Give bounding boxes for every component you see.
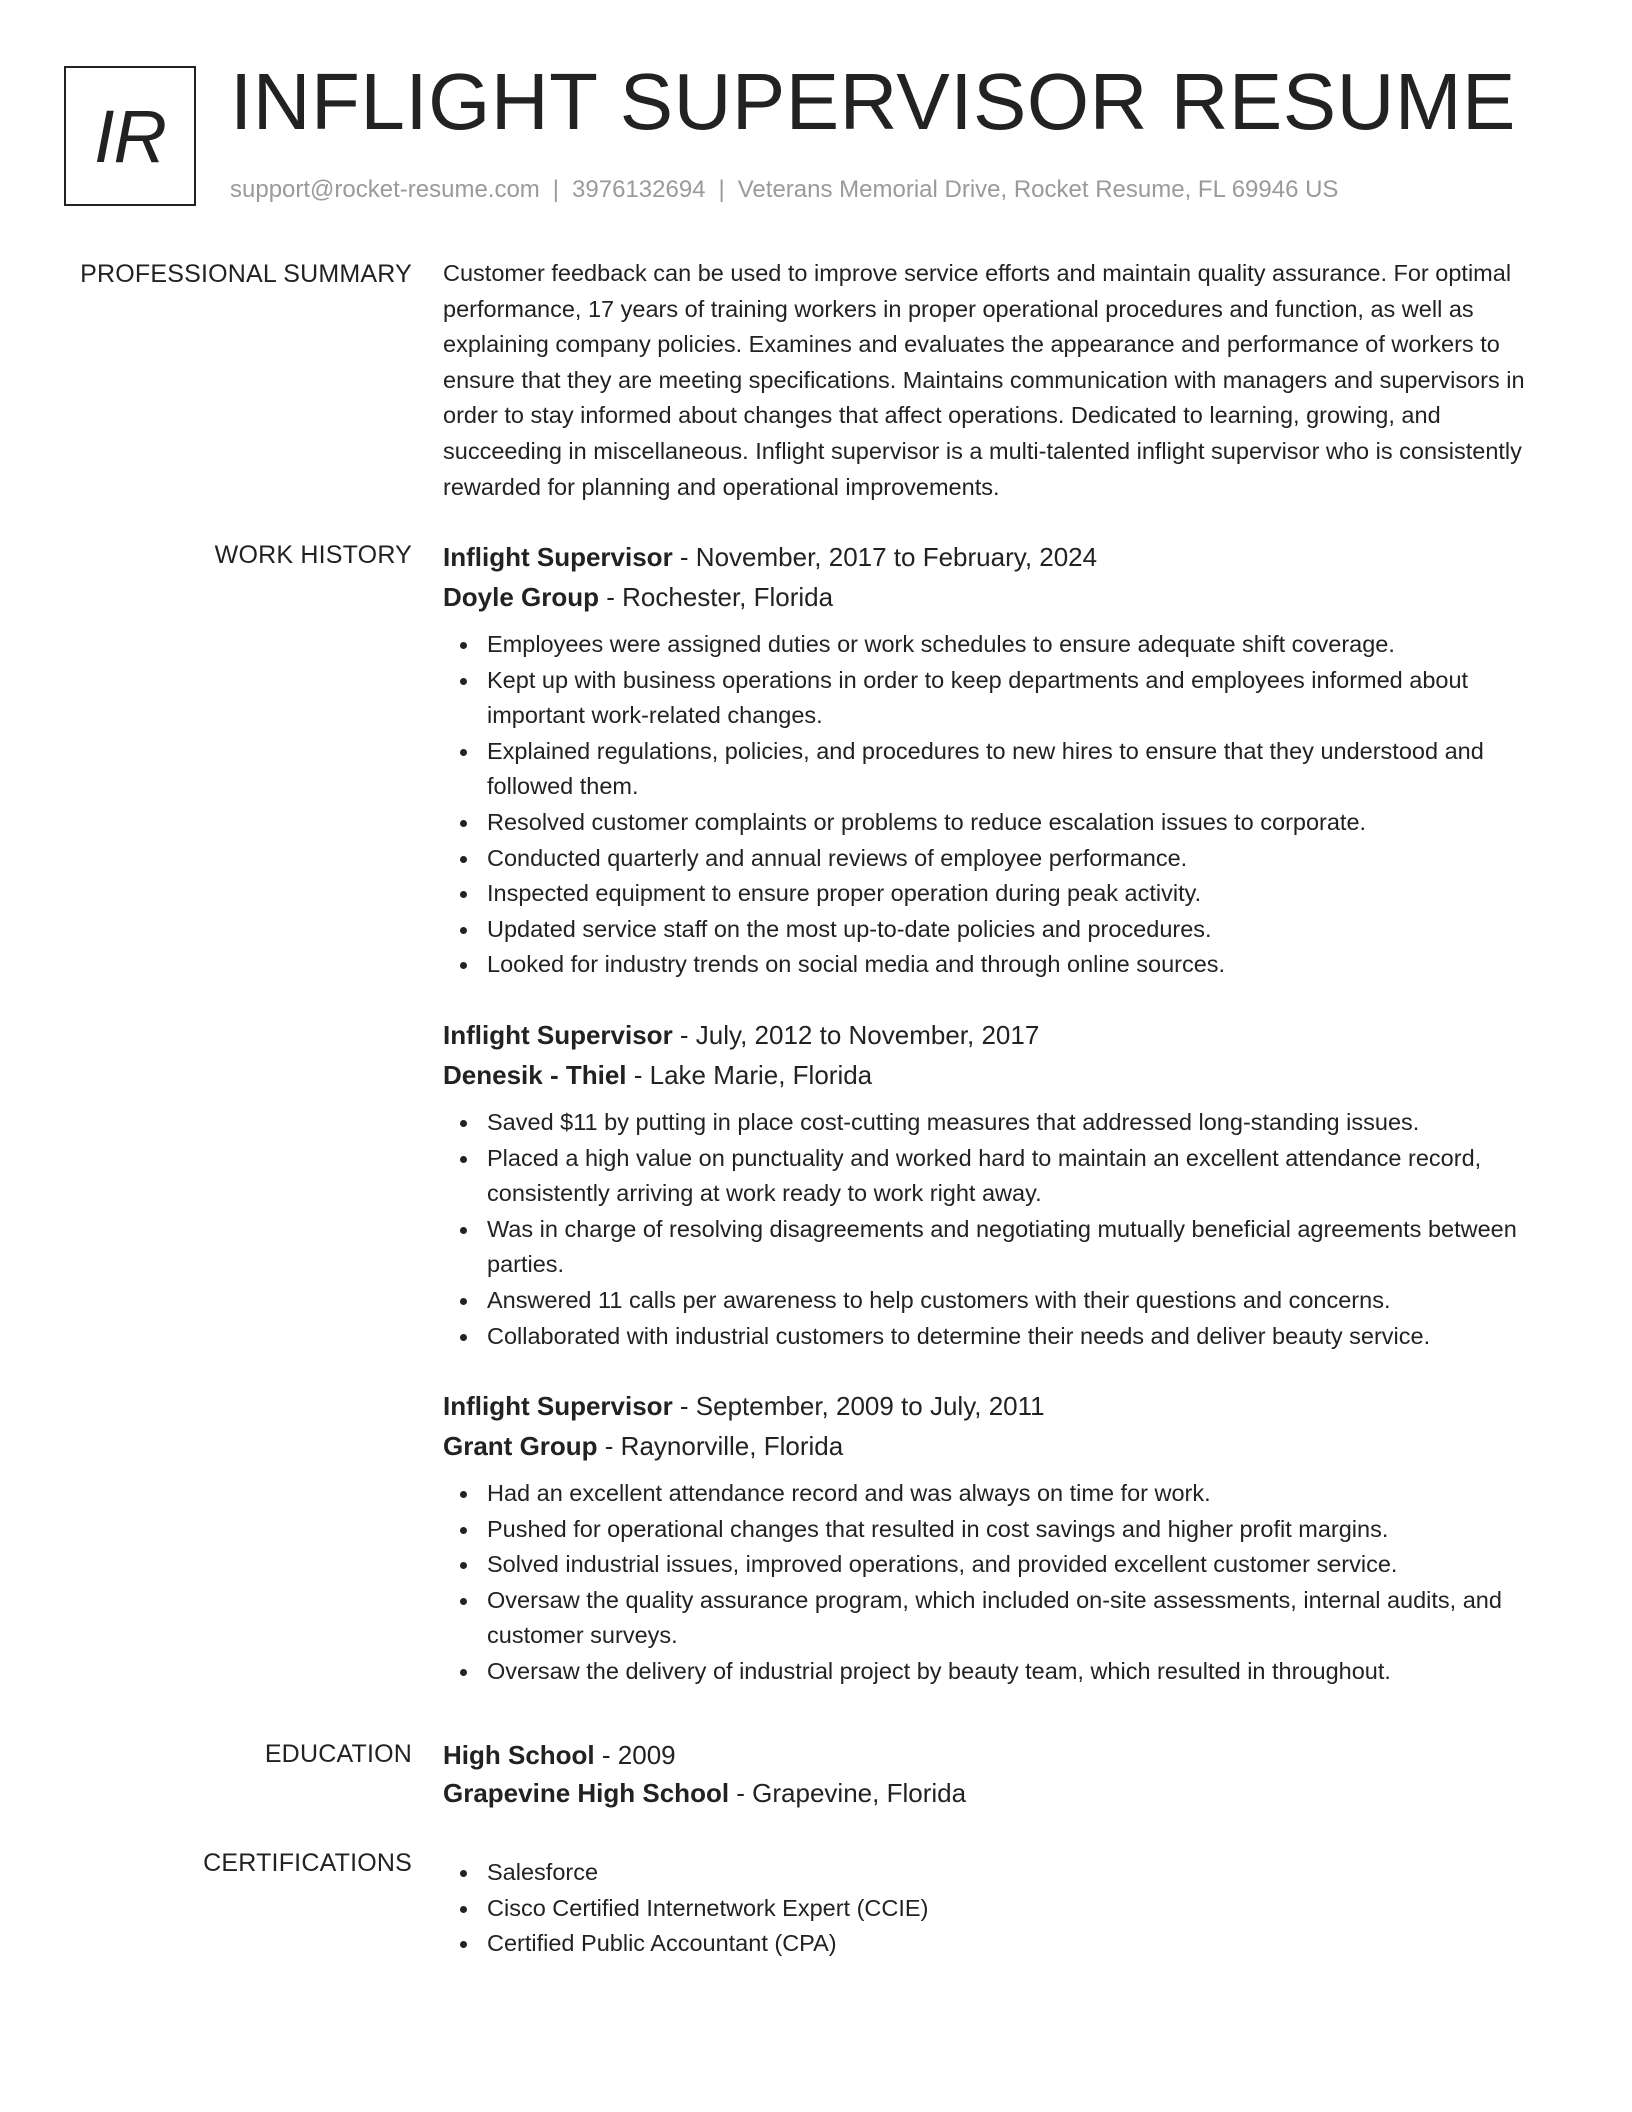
- job-company-line: [443, 1055, 1553, 1095]
- education-location: - Grapevine, Florida: [729, 1778, 967, 1808]
- education-degree-line: [443, 1736, 1553, 1774]
- job-company-line: [443, 577, 1553, 617]
- contact-separator: |: [718, 176, 725, 203]
- job-bullet: Employees were assigned duties or work schedules to ensure adequate shift coverage.: [487, 627, 1553, 663]
- job-title-line: [443, 1015, 1553, 1055]
- certification-item: Cisco Certified Internetwork Expert (CCIE): [487, 1891, 1553, 1927]
- education-school-line: [443, 1774, 1553, 1812]
- job-bullet: Answered 11 calls per awareness to help customers with their questions and concerns.: [487, 1283, 1553, 1319]
- job-dates: - September, 2009 to July, 2011: [672, 1391, 1045, 1422]
- contact-separator: |: [552, 176, 560, 203]
- contact-phone: 3976132694: [572, 176, 706, 203]
- certification-item: Certified Public Accountant (CPA): [487, 1926, 1553, 1962]
- job-title: Inflight Supervisor: [443, 542, 673, 572]
- certifications-body: [443, 1845, 1553, 1962]
- summary-text: Customer feedback can be used to improve service efforts and maintain quality assurance. For optimal performance, 17 years of training workers in proper operational procedures and function, as well as explaining company policies. Examines and evaluates the appearance and performance of workers to ensure that they are meeting specifications. Maintains communication with managers and supervisors in order to stay informed about changes that affect operations. Dedicated to learning, growing, and succeeding in miscellaneous. Inflight supervisor is a multi-talented inflight supervisor who is consistently rewarded for planning and operational improvements.: [443, 260, 1525, 500]
- job-dates: - November, 2017 to February, 2024: [672, 542, 1098, 572]
- job-title: Inflight Supervisor: [443, 1391, 673, 1422]
- job-company: Denesik - Thiel: [443, 1059, 627, 1090]
- job-bullet: Was in charge of resolving disagreements and negotiating mutually beneficial agreements between parties.: [487, 1212, 1553, 1283]
- job-bullet: Solved industrial issues, improved operations, and provided excellent customer service.: [487, 1547, 1553, 1583]
- job-bullet: Saved $11 by putting in place cost-cutting measures that addressed long-standing issues.: [487, 1105, 1553, 1141]
- job-bullets: [443, 1476, 1553, 1690]
- job-bullets: [443, 627, 1553, 983]
- job-company: Grant Group: [443, 1431, 598, 1462]
- job-bullet: Conducted quarterly and annual reviews of employee performance.: [487, 841, 1553, 877]
- summary-heading: PROFESSIONAL SUMMARY: [80, 260, 412, 288]
- contact-line: [230, 172, 1338, 208]
- job-entry: [443, 1015, 1553, 1354]
- contact-address: Veterans Memorial Drive, Rocket Resume, FL 69946 US: [737, 176, 1339, 203]
- job-bullet: Kept up with business operations in order to keep departments and employees informed about important work-related changes.: [487, 663, 1553, 734]
- job-company-line: [443, 1426, 1553, 1466]
- education-year: - 2009: [594, 1740, 676, 1770]
- job-bullet: Oversaw the quality assurance program, which included on-site assessments, internal audits, and customer surveys.: [487, 1583, 1553, 1654]
- education-heading: EDUCATION: [264, 1740, 412, 1768]
- job-bullet: Placed a high value on punctuality and worked hard to maintain an excellent attendance record, consistently arriving at work ready to work right away.: [487, 1141, 1553, 1212]
- resume-title: INFLIGHT SUPERVISOR RESUME: [230, 57, 1516, 146]
- job-bullet: Updated service staff on the most up-to-date policies and procedures.: [487, 912, 1553, 948]
- job-bullet: Inspected equipment to ensure proper operation during peak activity.: [487, 876, 1553, 912]
- job-title-line: [443, 537, 1553, 577]
- job-location: - Raynorville, Florida: [597, 1431, 844, 1462]
- job-bullet: Explained regulations, policies, and procedures to new hires to ensure that they understood and followed them.: [487, 734, 1553, 805]
- job-company: Doyle Group: [443, 582, 600, 612]
- certification-list: [443, 1855, 1553, 1962]
- job-bullet: Pushed for operational changes that resulted in cost savings and higher profit margins.: [487, 1512, 1553, 1548]
- job-dates: - July, 2012 to November, 2017: [672, 1019, 1040, 1050]
- education-school: Grapevine High School: [443, 1778, 730, 1808]
- job-location: - Rochester, Florida: [599, 582, 834, 612]
- job-bullet: Resolved customer complaints or problems to reduce escalation issues to corporate.: [487, 805, 1553, 841]
- job-location: - Lake Marie, Florida: [626, 1059, 873, 1090]
- job-entry: [443, 537, 1553, 983]
- certifications-heading: CERTIFICATIONS: [203, 1849, 412, 1877]
- certification-item: Salesforce: [487, 1855, 1553, 1891]
- job-bullets: [443, 1105, 1553, 1354]
- job-bullet: Had an excellent attendance record and was always on time for work.: [487, 1476, 1553, 1512]
- education-body: [443, 1736, 1553, 1812]
- job-bullet: Looked for industry trends on social media and through online sources.: [487, 947, 1553, 983]
- work-history-heading: WORK HISTORY: [214, 541, 412, 569]
- job-title: Inflight Supervisor: [443, 1019, 673, 1050]
- job-title-line: [443, 1386, 1553, 1426]
- contact-email: support@rocket-resume.com: [230, 176, 540, 203]
- job-bullet: Oversaw the delivery of industrial project by beauty team, which resulted in throughout.: [487, 1654, 1553, 1690]
- summary-body: [443, 256, 1553, 505]
- work-history-body: [443, 537, 1553, 1722]
- job-bullet: Collaborated with industrial customers to determine their needs and deliver beauty service.: [487, 1319, 1553, 1355]
- monogram-logo: IR: [64, 66, 196, 206]
- education-degree: High School: [443, 1740, 595, 1770]
- job-entry: [443, 1386, 1553, 1690]
